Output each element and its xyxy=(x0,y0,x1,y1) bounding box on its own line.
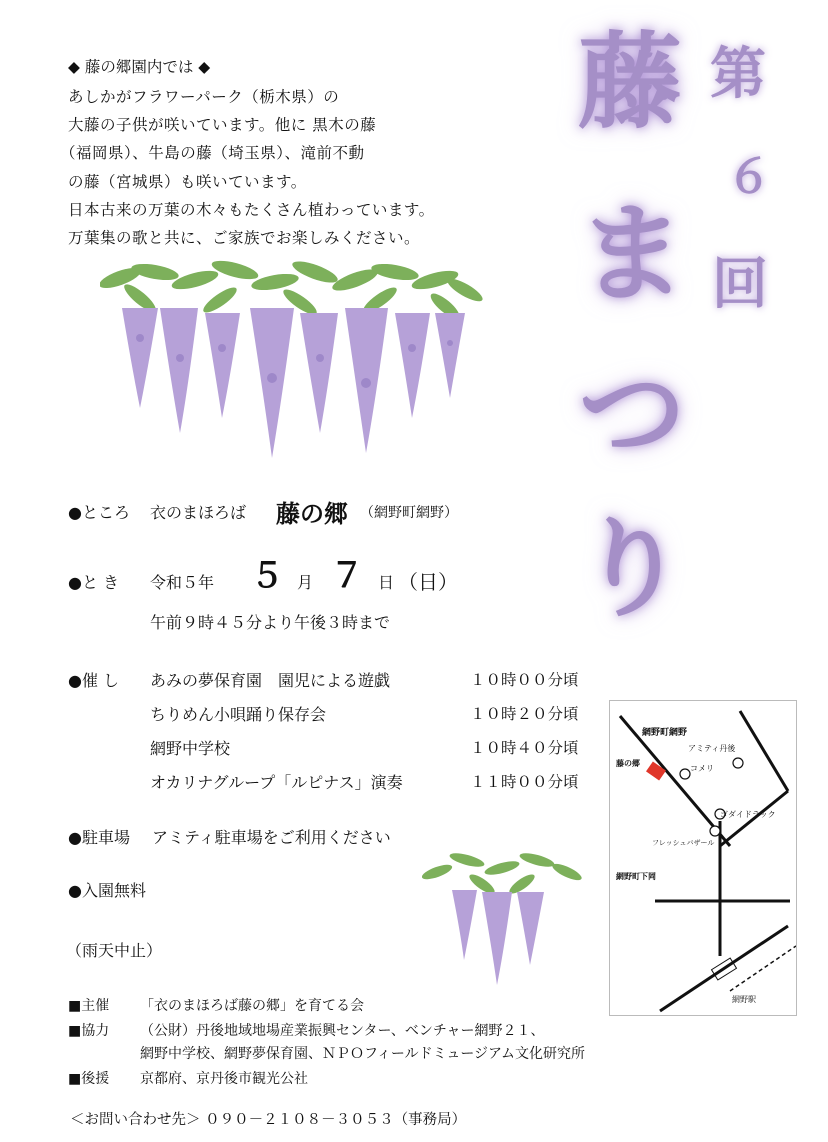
event-time: １０時２０分頃 xyxy=(470,705,579,723)
map-label-fresh: フレッシュバザール xyxy=(652,839,715,847)
title-ma: ま xyxy=(578,191,687,317)
title-tsu: つ xyxy=(578,351,687,477)
event-name: あみの夢保育園 園児による遊戯 xyxy=(150,671,391,690)
time-hours: 午前９時４５分より午後３時まで xyxy=(150,613,391,632)
map-label-komeri: コメリ xyxy=(690,764,714,773)
map-marker xyxy=(646,761,666,780)
support-label: ■後援 xyxy=(68,1071,110,1087)
support-text: 京都府、京丹後市観光公社 xyxy=(140,1071,308,1087)
coop-label: ■協力 xyxy=(68,1023,110,1039)
map-label-shimooka: 網野町下岡 xyxy=(616,872,656,881)
wisteria-small-illustration xyxy=(422,850,582,990)
intro-line: あしかがフラワーパーク（栃木県）の xyxy=(68,88,340,106)
event-name: オカリナグループ「ルピナス」演奏 xyxy=(150,773,403,792)
event-time: １１時００分頃 xyxy=(470,773,579,791)
intro-heading: ◆ 藤の郷園内では ◆ xyxy=(68,58,211,76)
intro-line: 日本古来の万葉の木々もたくさん植わっています。 xyxy=(68,201,435,219)
title-dai: 第 xyxy=(710,41,766,107)
parking-text: アミティ駐車場をご利用ください xyxy=(152,828,391,847)
map-label-amity: アミティ丹後 xyxy=(688,744,736,753)
intro-line: 万葉集の歌と共に、ご家族でお楽しみください。 xyxy=(68,229,421,247)
title-six: ６ xyxy=(726,149,772,203)
host-text: 「衣のまほろば藤の郷」を育てる会 xyxy=(140,998,364,1014)
title-fuji: 藤 xyxy=(578,20,683,143)
access-map xyxy=(609,700,797,1016)
intro-line: 大藤の子供が咲いています。他に 黒木の藤 xyxy=(68,116,377,134)
rain-text: （雨天中止） xyxy=(66,941,163,960)
map-label-fuji: 藤の郷 xyxy=(616,759,640,768)
map-label-amino: 網野町網野 xyxy=(642,728,688,738)
place-label: ●ところ xyxy=(68,503,130,522)
place-name: 藤の郷 xyxy=(276,499,348,528)
host-label: ■主催 xyxy=(68,998,110,1014)
events-label: ●催 し xyxy=(68,671,120,690)
intro-line: （福岡県）、牛島の藤（埼玉県）、滝前不動 xyxy=(60,144,365,162)
map-label-godai: ゴダイドラック xyxy=(720,810,776,819)
time-era: 令和５年 xyxy=(150,573,215,592)
place-prefix: 衣のまほろば xyxy=(150,503,247,522)
parking-label: ●駐車場 xyxy=(68,828,130,847)
event-name: 網野中学校 xyxy=(150,739,231,758)
title-kai: 回 xyxy=(712,251,768,317)
wisteria-illustration xyxy=(100,258,485,473)
title-ri: り xyxy=(578,506,687,632)
map-label-station: 網野駅 xyxy=(732,995,756,1004)
event-time: １０時４０分頃 xyxy=(470,739,579,757)
time-weekday: （日） xyxy=(398,570,458,594)
time-month-unit: 月 xyxy=(297,573,314,592)
admission-text: ●入園無料 xyxy=(68,881,146,900)
event-name: ちりめん小唄踊り保存会 xyxy=(150,705,327,724)
time-month: ５ xyxy=(250,556,284,596)
intro-line: の藤（宮城県）も咲いています。 xyxy=(68,173,307,191)
place-area: （網野町網野） xyxy=(360,505,458,521)
coop-text-1: （公財）丹後地域地場産業振興センター、ベンチャー網野２１、 xyxy=(140,1023,545,1039)
time-day-unit: 日 xyxy=(378,573,395,592)
coop-text-2: 網野中学校、網野夢保育園、ＮＰＯフィールドミュージアム文化研究所 xyxy=(140,1046,586,1062)
time-label: ●と き xyxy=(68,573,120,592)
time-day: ７ xyxy=(330,556,364,596)
contact-text: ＜お問い合わせ先＞ ０９０－２１０８－３０５３（事務局） xyxy=(70,1112,467,1128)
event-time: １０時００分頃 xyxy=(470,671,579,689)
